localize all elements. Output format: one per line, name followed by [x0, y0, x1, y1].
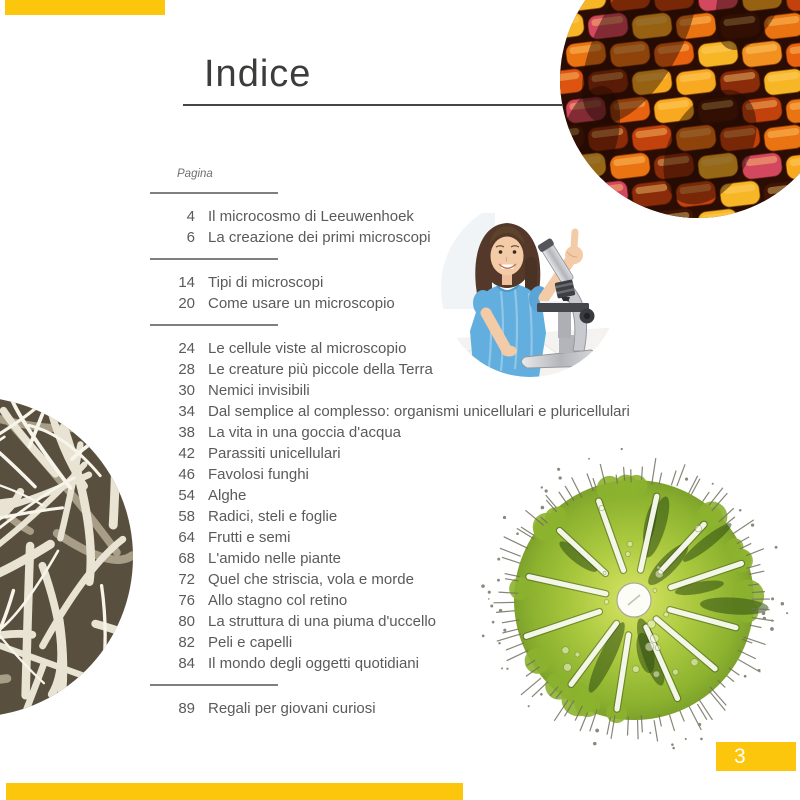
toc-entry — [150, 590, 690, 611]
separator-line — [150, 192, 278, 194]
toc-entry-title: La vita in una goccia d'acqua — [208, 424, 402, 441]
toc-entry — [150, 272, 690, 293]
toc-entry-title: Le cellule viste al microscopio — [208, 340, 407, 357]
toc-entry — [150, 632, 690, 653]
toc-entry-title: Alghe — [208, 487, 247, 504]
toc-entry — [150, 206, 690, 227]
toc-entry-title: Come usare un microscopio — [208, 295, 395, 312]
toc-entry-page-number: 82 — [178, 634, 195, 651]
page-column-label: Pagina — [177, 168, 213, 180]
toc-group — [150, 698, 690, 719]
toc-entry — [150, 698, 690, 719]
toc-entry — [150, 227, 690, 248]
toc-entry-title: Tipi di microscopi — [208, 274, 324, 291]
separator-line — [150, 258, 278, 260]
toc-entry-title: La struttura di una piuma d'uccello — [208, 613, 436, 630]
toc-entry-page-number: 84 — [178, 655, 195, 672]
toc-entry-page-number: 14 — [178, 274, 195, 291]
page-title: Indice — [204, 53, 312, 95]
toc-entry-title: Nemici invisibili — [208, 382, 310, 399]
toc-entry — [150, 527, 690, 548]
toc-entry-page-number: 42 — [178, 445, 195, 462]
toc-entry-title: La creazione dei primi microscopi — [208, 229, 431, 246]
sponge-svg — [0, 397, 133, 717]
toc-entry — [150, 293, 690, 314]
toc-entry — [150, 611, 690, 632]
butterfly-wing-svg — [560, 0, 800, 218]
toc-entry — [150, 401, 690, 422]
page-number: 3 — [734, 745, 746, 768]
toc-entry-page-number: 68 — [178, 550, 195, 567]
toc-entry — [150, 422, 690, 443]
toc-entry-title: Le creature più piccole della Terra — [208, 361, 433, 378]
top-accent-bar — [5, 0, 165, 15]
toc-entry-page-number: 54 — [178, 487, 195, 504]
toc-entry-title: Dal semplice al complesso: organismi unicellulari e pluricellulari — [208, 403, 630, 420]
title-underline — [183, 104, 562, 106]
toc-entry — [150, 548, 690, 569]
toc-entry-title: Quel che striscia, vola e morde — [208, 571, 414, 588]
toc-entry-page-number: 28 — [178, 361, 195, 378]
toc-entry-title: Il mondo degli oggetti quotidiani — [208, 655, 419, 672]
toc-entry-title: Radici, steli e foglie — [208, 508, 338, 525]
toc-entry-page-number: 76 — [178, 592, 195, 609]
toc-entry-title: Allo stagno col retino — [208, 592, 348, 609]
toc-entry-page-number: 89 — [178, 700, 195, 717]
toc-group — [150, 206, 690, 248]
toc-entry-title: Il microcosmo di Leeuwenhoek — [208, 208, 414, 225]
toc-entry-page-number: 58 — [178, 508, 195, 525]
toc-entry-title: L'amido nelle piante — [208, 550, 341, 567]
toc-entry — [150, 359, 690, 380]
sponge-micrograph-image — [0, 397, 133, 717]
bottom-accent-bar — [6, 783, 463, 800]
separator-line — [150, 324, 278, 326]
toc-entry — [150, 485, 690, 506]
separator-line — [150, 684, 278, 686]
toc-entry — [150, 338, 690, 359]
toc-entry-title: Parassiti unicellulari — [208, 445, 341, 462]
toc-entry-page-number: 38 — [178, 424, 195, 441]
toc-entry — [150, 380, 690, 401]
toc-entry-page-number: 34 — [178, 403, 195, 420]
toc-entry-page-number: 46 — [178, 466, 195, 483]
toc-entry-title: Peli e capelli — [208, 634, 293, 651]
toc-entry-page-number: 20 — [178, 295, 195, 312]
toc-entry-page-number: 24 — [178, 340, 195, 357]
toc-entry-page-number: 80 — [178, 613, 195, 630]
toc-entry — [150, 653, 690, 674]
toc-entry-page-number: 6 — [186, 229, 195, 246]
toc-entry-page-number: 4 — [186, 208, 195, 225]
butterfly-wing-micrograph-image — [560, 0, 800, 218]
toc-entry — [150, 506, 690, 527]
toc-entry-page-number: 30 — [178, 382, 195, 399]
toc-entry-page-number: 64 — [178, 529, 195, 546]
toc-entry-title: Regali per giovani curiosi — [208, 700, 376, 717]
toc-entry-title: Frutti e semi — [208, 529, 291, 546]
table-of-contents — [150, 192, 690, 719]
page-number-badge — [716, 742, 796, 771]
toc-entry — [150, 464, 690, 485]
toc-entry — [150, 569, 690, 590]
toc-entry — [150, 443, 690, 464]
toc-entry-page-number: 72 — [178, 571, 195, 588]
toc-entry-title: Favolosi funghi — [208, 466, 309, 483]
toc-group — [150, 272, 690, 314]
toc-group — [150, 338, 690, 674]
